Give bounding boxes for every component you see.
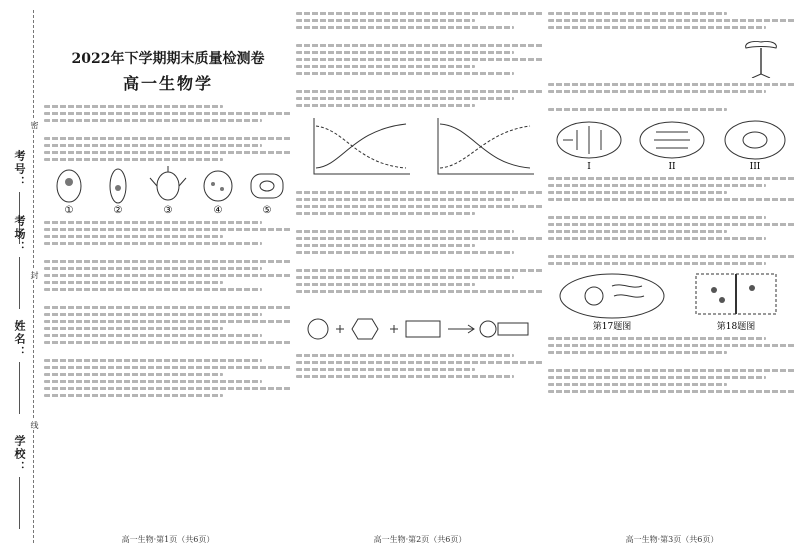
cell-drawing-4 (196, 166, 240, 216)
cell-label: ④ (213, 205, 223, 216)
text-line (548, 191, 727, 194)
text-line (296, 368, 475, 371)
text-line (296, 283, 475, 286)
text-line (296, 19, 475, 22)
text-line (44, 334, 262, 337)
text-line (44, 366, 292, 369)
text-line (548, 255, 794, 258)
text-line (44, 242, 262, 245)
cell-figure (44, 166, 292, 216)
text-line (548, 344, 794, 347)
figure-caption: 第17题图 (592, 322, 632, 332)
dash-word: 密 (30, 121, 39, 129)
text-line (548, 237, 766, 240)
text-line (548, 216, 766, 219)
cell-drawing-1 (47, 166, 91, 216)
text-line (296, 244, 475, 247)
binding-strip (0, 0, 40, 553)
transport-figure (548, 270, 794, 332)
text-line (548, 383, 727, 386)
text-line (44, 119, 262, 122)
text-line (44, 221, 262, 224)
bind-blank[interactable] (19, 477, 20, 529)
cell-label: ③ (163, 205, 173, 216)
page-footer: 高一生物·第2页（共6页） (373, 535, 467, 544)
cell-label: ① (64, 205, 74, 216)
bind-field-exam-room[interactable] (8, 215, 30, 309)
text-line (296, 65, 475, 68)
text-line (296, 237, 544, 240)
text-line (44, 158, 223, 161)
text-line (44, 288, 262, 291)
text-line (548, 198, 794, 201)
bind-label: 学校： (13, 435, 26, 474)
text-line (296, 198, 514, 201)
text-line (44, 228, 292, 231)
synthesis-drawing (302, 309, 538, 349)
text-line (548, 19, 794, 22)
dash-word: 封 (30, 271, 39, 279)
page-column-3 (548, 8, 794, 545)
text-line (44, 313, 262, 316)
bind-label: 姓名： (13, 320, 26, 359)
cell-label: ② (113, 205, 123, 216)
text-line (44, 320, 292, 323)
page-column-1 (44, 8, 292, 545)
cell-drawing-3 (146, 166, 190, 216)
text-line (296, 251, 514, 254)
text-line (296, 354, 514, 357)
text-line (548, 262, 766, 265)
organelle-drawing-2 (634, 116, 710, 172)
text-line (548, 83, 794, 86)
text-line (296, 51, 514, 54)
curve-graph-right (426, 112, 538, 186)
organelle-drawing-1 (551, 116, 627, 172)
text-line (296, 104, 475, 107)
bind-label: 考场： (13, 215, 26, 254)
text-line (44, 341, 292, 344)
transport-drawing-18 (680, 270, 792, 332)
text-line (296, 97, 514, 100)
text-line (296, 361, 544, 364)
text-line (44, 380, 262, 383)
cell-drawing-5 (245, 166, 289, 216)
dash-word: 线 (30, 421, 39, 429)
text-line (548, 376, 766, 379)
synthesis-figure (296, 309, 544, 349)
organelle-label: III (749, 162, 760, 172)
text-line (296, 230, 514, 233)
text-line (548, 351, 727, 354)
text-line (296, 375, 514, 378)
text-line (296, 290, 544, 293)
organelle-drawing-3 (717, 116, 793, 172)
text-line (296, 26, 514, 29)
text-line (296, 276, 514, 279)
grafting-figure (548, 34, 794, 78)
text-line (548, 184, 766, 187)
bind-blank[interactable] (19, 362, 20, 414)
text-line (44, 151, 292, 154)
text-line (44, 274, 292, 277)
text-line (44, 105, 223, 108)
text-line (296, 72, 514, 75)
text-line (548, 26, 766, 29)
text-line (44, 327, 223, 330)
text-line (548, 108, 727, 111)
text-line (44, 387, 292, 390)
cell-drawing-2 (96, 166, 140, 216)
organelle-label: II (668, 162, 676, 172)
text-line (548, 12, 727, 15)
text-line (548, 223, 794, 226)
grafting-drawing (726, 34, 794, 78)
text-line (548, 177, 794, 180)
text-line (548, 230, 727, 233)
exam-subject: 高一生物学 (122, 74, 213, 93)
bind-field-name[interactable] (8, 320, 30, 414)
text-line (296, 44, 544, 47)
page-footer: 高一生物·第1页（共6页） (121, 535, 215, 544)
cell-label: ⑤ (262, 205, 272, 216)
text-line (44, 235, 223, 238)
text-line (548, 369, 794, 372)
bind-field-school[interactable] (8, 435, 30, 529)
text-line (44, 281, 223, 284)
page-column-2 (296, 8, 544, 545)
text-line (44, 112, 292, 115)
page-footer: 高一生物·第3页（共6页） (625, 535, 719, 544)
exam-title: 2022年下学期期末质量检测卷 (71, 51, 265, 67)
text-line (44, 260, 292, 263)
text-line (548, 337, 766, 340)
text-line (296, 269, 544, 272)
bind-blank[interactable] (19, 257, 20, 309)
transport-drawing-17 (552, 270, 672, 332)
text-line (44, 306, 292, 309)
text-line (548, 390, 794, 393)
text-line (296, 58, 544, 61)
organelle-label: I (587, 162, 592, 172)
text-line (44, 267, 262, 270)
exam-header (44, 48, 292, 94)
bind-label: 考号： (13, 150, 26, 189)
organelle-figure (548, 116, 794, 172)
curve-graph-left (302, 112, 414, 186)
curve-figure (296, 112, 544, 186)
text-line (548, 90, 766, 93)
text-line (44, 144, 262, 147)
text-line (296, 191, 544, 194)
text-line (296, 212, 475, 215)
text-line (296, 90, 544, 93)
figure-caption: 第18题图 (716, 322, 756, 332)
text-line (44, 137, 292, 140)
text-line (44, 373, 223, 376)
text-line (296, 12, 544, 15)
text-line (296, 205, 544, 208)
text-line (44, 359, 262, 362)
text-line (44, 394, 223, 397)
